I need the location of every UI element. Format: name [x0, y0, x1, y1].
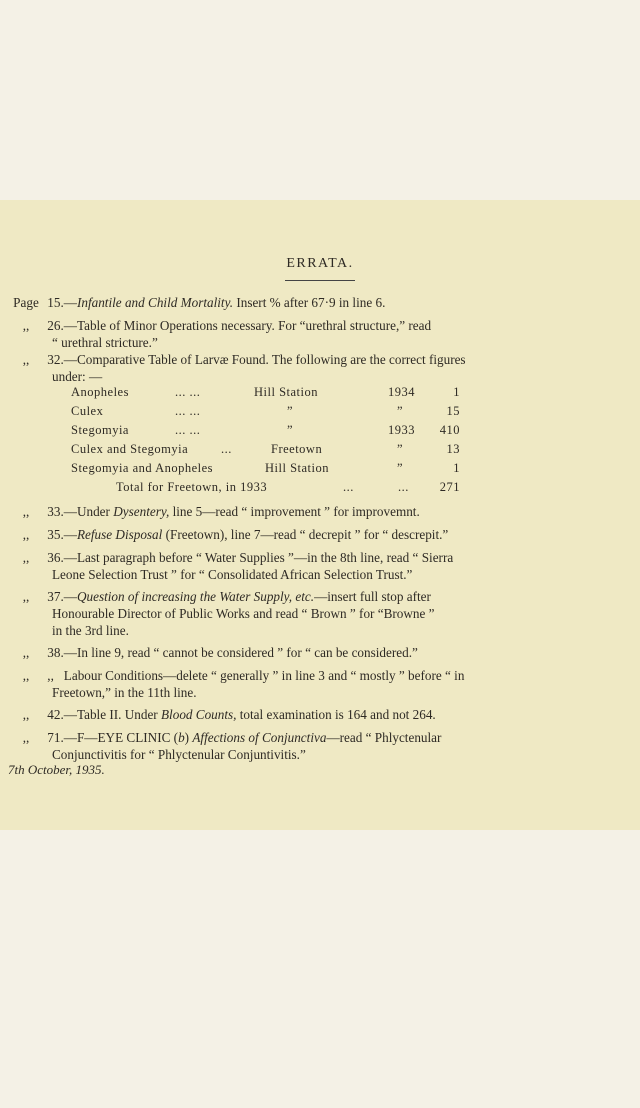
entry-prefix: ,,	[22, 527, 30, 542]
count: 1	[453, 461, 460, 475]
dots: ...	[221, 442, 232, 456]
entry-dash: —	[63, 645, 77, 660]
entry-prefix: ,,	[22, 318, 30, 333]
entry-italic: Dysentery,	[113, 504, 170, 519]
entry-number: 32.	[47, 352, 64, 367]
species: Anopheles	[71, 385, 129, 399]
errata-date: 7th October, 1935.	[8, 762, 105, 777]
year: ”	[397, 404, 404, 418]
count: 13	[446, 442, 460, 456]
entry-italic: Affections of Conjunctiva	[192, 730, 327, 745]
entry-italic: Infantile and Child Mortality.	[76, 295, 234, 310]
entry-prefix: ,,	[22, 645, 30, 660]
entry-number: ,,	[47, 668, 54, 683]
entry-number: 37.	[47, 589, 64, 604]
erratum-38	[8, 644, 628, 661]
entry-italic-b: b	[178, 730, 185, 745]
entry-text: Table of Minor Operations necessary. For “urethral structure,” read	[76, 318, 432, 333]
entry-dash: —	[63, 730, 77, 745]
larvae-row	[0, 385, 640, 404]
entry-prefix: ,,	[22, 707, 30, 722]
total-label: Total for Freetown, in 1933	[116, 480, 268, 494]
count: 15	[446, 404, 460, 418]
errata-slip	[0, 200, 640, 830]
title-rule	[285, 280, 355, 281]
entry-text: Last paragraph before “ Water Supplies ”—in the 8th line, read “ Sierra	[76, 550, 454, 565]
entry-prefix: ,,	[22, 668, 30, 683]
larvae-row	[0, 423, 640, 442]
entry-number: 71.	[47, 730, 64, 745]
entry-text: —read “ Phlyctenular	[326, 730, 442, 745]
entry-italic: Blood Counts,	[161, 707, 237, 722]
year: ”	[397, 461, 404, 475]
larvae-row	[0, 404, 640, 423]
erratum-33	[8, 503, 628, 520]
larvae-row	[0, 461, 640, 480]
dots: ... ...	[175, 404, 201, 418]
entry-number: 42.	[47, 707, 64, 722]
entry-prefix: Page	[13, 295, 39, 310]
entry-number: 26.	[47, 318, 64, 333]
entry-number: 35.	[47, 527, 64, 542]
entry-text: Labour Conditions—delete “ generally ” in line 3 and “ mostly ” before “ in	[63, 668, 465, 683]
entry-lead: F—EYE CLINIC (	[76, 730, 179, 745]
entry-lead: Table II. Under	[76, 707, 161, 722]
entry-text: In line 9, read “ cannot be considered ” for “ can be considered.”	[76, 645, 418, 660]
entry-text: Insert % after 67·9 in line 6.	[233, 295, 386, 310]
entry-text: Comparative Table of Larvæ Found. The following are the correct figures	[76, 352, 466, 367]
erratum-35	[8, 526, 628, 543]
entry-number: 15.	[47, 295, 64, 310]
erratum-42	[8, 706, 628, 723]
entry-continuation-2: in the 3rd line.	[52, 623, 129, 638]
location: ”	[287, 423, 294, 437]
entry-dash: —	[63, 589, 77, 604]
erratum-36	[8, 549, 628, 583]
entry-lead: Under	[76, 504, 114, 519]
entry-continuation: under: —	[52, 369, 103, 384]
location: Freetown	[271, 442, 323, 456]
count: 410	[439, 423, 460, 437]
entry-text: total examination is 164 and not 264.	[236, 707, 436, 722]
entry-text: —insert full stop after	[314, 589, 431, 604]
year: ”	[397, 442, 404, 456]
location: Hill Station	[265, 461, 329, 475]
entry-continuation: Leone Selection Trust ” for “ Consolidated African Selection Trust.”	[52, 567, 413, 582]
entry-dash: —	[63, 318, 77, 333]
count: 1	[453, 385, 460, 399]
entry-dash: —	[63, 295, 77, 310]
dots: ...	[398, 480, 409, 494]
entry-prefix: ,,	[22, 504, 30, 519]
dots: ... ...	[175, 423, 201, 437]
entry-prefix: ,,	[22, 589, 30, 604]
larvae-table	[0, 385, 640, 499]
entry-dash: —	[63, 527, 77, 542]
erratum-labour-conditions	[8, 667, 628, 701]
species: Culex	[71, 404, 104, 418]
location: ”	[287, 404, 294, 418]
erratum-page-15	[8, 294, 628, 311]
entry-dash: —	[63, 707, 77, 722]
entry-continuation: Conjunctivitis for “ Phlyctenular Conjuntivitis.”	[52, 747, 306, 762]
entry-prefix: ,,	[22, 550, 30, 565]
erratum-71	[8, 729, 628, 763]
year: 1933	[388, 423, 415, 437]
location: Hill Station	[254, 385, 318, 399]
dots: ... ...	[175, 385, 201, 399]
entry-dash: —	[63, 352, 77, 367]
entry-continuation: Freetown,” in the 11th line.	[52, 685, 197, 700]
larvae-total-row	[0, 480, 640, 499]
entry-continuation: Honourable Director of Public Works and read “ Brown ” for “Browne ”	[52, 606, 435, 621]
entry-dash: —	[63, 550, 77, 565]
entry-dash: —	[63, 504, 77, 519]
species: Culex and Stegomyia	[71, 442, 189, 456]
erratum-32	[8, 351, 628, 385]
erratum-37	[8, 588, 628, 639]
entry-text: (Freetown), line 7—read “ decrepit ” for “ descrepit.”	[162, 527, 449, 542]
entry-lead-2: )	[184, 730, 193, 745]
total-count: 271	[439, 480, 460, 494]
entry-italic: Question of increasing the Water Supply, etc.	[76, 589, 315, 604]
errata-title: ERRATA.	[286, 256, 354, 271]
entry-italic: Refuse Disposal	[76, 527, 163, 542]
erratum-26	[8, 317, 628, 351]
entry-number: 33.	[47, 504, 64, 519]
entry-number: 38.	[47, 645, 64, 660]
year: 1934	[388, 385, 415, 399]
species: Stegomyia	[71, 423, 129, 437]
dots: ...	[343, 480, 354, 494]
larvae-row	[0, 442, 640, 461]
entry-prefix: ,,	[22, 352, 30, 367]
entry-continuation: “ urethral stricture.”	[52, 335, 158, 350]
entry-number: 36.	[47, 550, 64, 565]
entry-prefix: ,,	[22, 730, 30, 745]
species: Stegomyia and Anopheles	[71, 461, 214, 475]
entry-text: line 5—read “ improvement ” for improvemnt.	[169, 504, 420, 519]
